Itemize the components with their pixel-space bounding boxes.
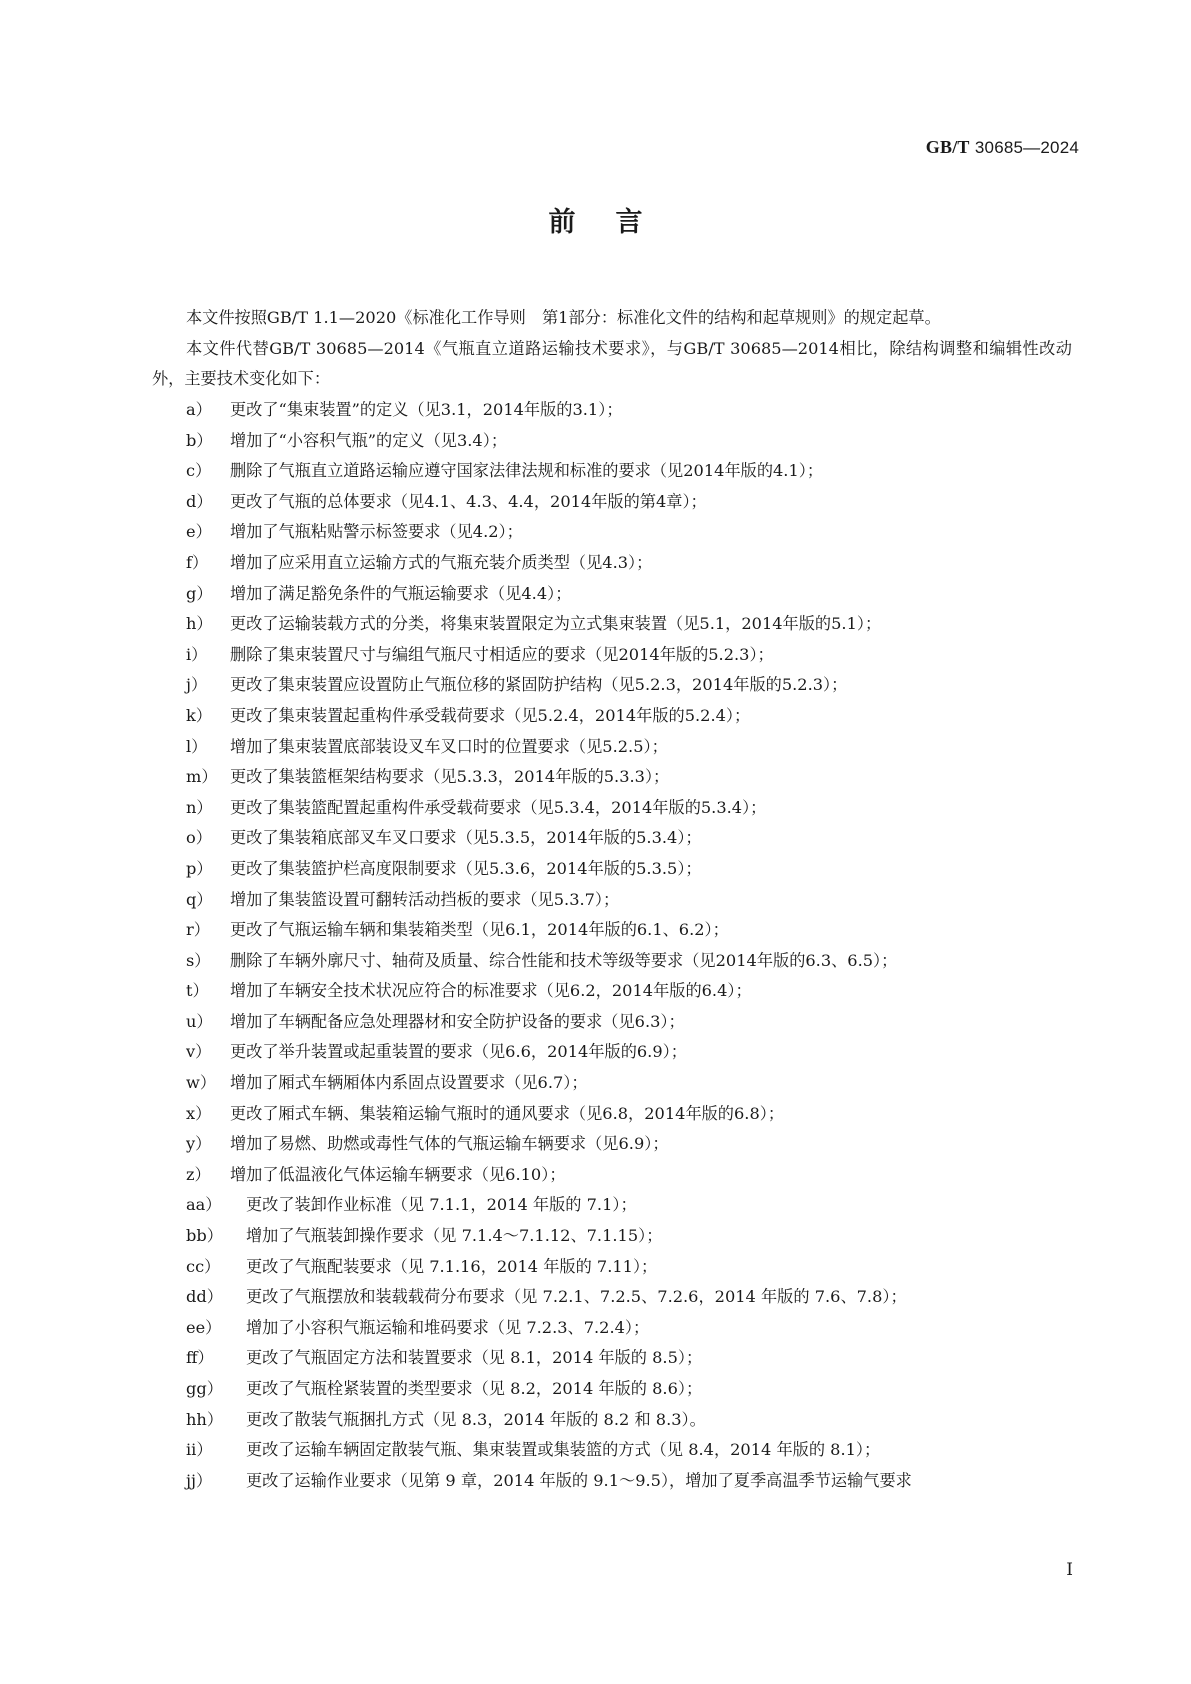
page-title: 前言 xyxy=(548,207,683,238)
list-item-label: gg） xyxy=(186,1379,223,1398)
list-item-text: 删除了气瓶直立道路运输应遵守国家法律法规和标准的要求（见2014年版的4.1）； xyxy=(230,461,824,481)
list-item-text: 更改了集束装置应设置防止气瓶位移的紧固防护结构（见5.2.3，2014年版的5.2.3）； xyxy=(230,675,848,695)
list-item xyxy=(152,976,1072,1007)
list-item xyxy=(152,1466,1072,1497)
list-item-text: 增加了车辆配备应急处理器材和安全防护设备的要求（见6.3）； xyxy=(230,1011,685,1031)
list-item-label: ff） xyxy=(186,1348,214,1368)
list-item-label: b） xyxy=(186,430,213,450)
list-item-label: x） xyxy=(186,1103,212,1123)
list-item-text: 增加了低温液化气体运输车辆要求（见6.10）； xyxy=(230,1164,566,1184)
list-item xyxy=(152,609,1072,640)
list-item xyxy=(152,793,1072,824)
list-item-label: cc） xyxy=(186,1256,221,1276)
list-item xyxy=(152,1007,1072,1038)
list-item xyxy=(152,1221,1072,1252)
list-item xyxy=(152,1405,1072,1436)
list-item-label: dd） xyxy=(186,1287,223,1307)
list-item-text: 更改了运输作业要求（见第 9 章，2014 年版的 9.1～9.5），增加了夏季高温季节运输气要求 xyxy=(246,1470,912,1490)
list-item xyxy=(152,854,1072,885)
list-item-text: 增加了易燃、助燃或毒性气体的气瓶运输车辆要求（见6.9）； xyxy=(230,1134,669,1154)
list-item-text: 增加了应采用直立运输方式的气瓶充装介质类型（见4.3）； xyxy=(230,552,653,572)
list-item-text: 更改了气瓶的总体要求（见4.1、4.3、4.4，2014年版的第4章）； xyxy=(230,491,707,511)
list-item-text: 删除了集束装置尺寸与编组气瓶尺寸相适应的要求（见2014年版的5.2.3）； xyxy=(230,644,774,664)
list-item xyxy=(152,1037,1072,1068)
list-item xyxy=(152,946,1072,977)
list-item-text: 更改了集装篮框架结构要求（见5.3.3，2014年版的5.3.3）； xyxy=(230,767,670,787)
list-item-label: w） xyxy=(186,1073,217,1093)
list-item xyxy=(152,1252,1072,1283)
list-item-label: n） xyxy=(186,797,213,817)
list-item-label: a） xyxy=(186,400,212,419)
page-number: I xyxy=(1066,1560,1073,1580)
list-item xyxy=(152,1160,1072,1191)
list-item xyxy=(152,823,1072,854)
list-item-text: 更改了气瓶配装要求（见 7.1.16，2014 年版的 7.11）； xyxy=(246,1256,658,1276)
list-item xyxy=(152,915,1072,946)
list-item-label: g） xyxy=(186,583,213,603)
list-item xyxy=(152,548,1072,579)
list-item-label: i） xyxy=(186,644,208,664)
list-item-text: 更改了厢式车辆、集装箱运输气瓶时的通风要求（见6.8，2014年版的6.8）； xyxy=(230,1103,785,1123)
list-item-label: o） xyxy=(186,828,212,848)
technical-changes-list xyxy=(152,395,1072,1496)
list-item-text: 增加了满足豁免条件的气瓶运输要求（见4.4）； xyxy=(230,583,572,603)
list-item-label: q） xyxy=(186,889,213,909)
list-item xyxy=(152,640,1072,671)
list-item xyxy=(152,487,1072,518)
standard-code xyxy=(926,137,1079,158)
list-item-text: 增加了集装篮设置可翻转活动挡板的要求（见5.3.7）； xyxy=(230,889,620,909)
list-item xyxy=(152,670,1072,701)
standard-number: 30685—2024 xyxy=(974,138,1079,157)
list-item-label: j） xyxy=(186,675,208,695)
list-item-label: e） xyxy=(186,522,212,542)
list-item-text: 更改了集束装置起重构件承受载荷要求（见5.2.4，2014年版的5.2.4）； xyxy=(230,705,751,725)
list-item-label: bb） xyxy=(186,1226,223,1246)
list-item-label: s） xyxy=(186,950,211,970)
list-item-label: l） xyxy=(186,736,208,756)
list-item xyxy=(152,885,1072,916)
list-item-text: 更改了集装篮配置起重构件承受载荷要求（见5.3.4，2014年版的5.3.4）； xyxy=(230,797,767,817)
list-item xyxy=(152,1435,1072,1466)
list-item-label: k） xyxy=(186,705,212,725)
paragraph-drafting-rules: 本文件按照GB/T 1.1—2020《标准化工作导则 第1部分：标准化文件的结构和起草规则》的规定起草。 xyxy=(186,308,941,327)
list-item xyxy=(152,1282,1072,1313)
list-item-text: 更改了举升装置或起重装置的要求（见6.6，2014年版的6.9）； xyxy=(230,1042,687,1062)
list-item-label: ee） xyxy=(186,1317,222,1337)
list-item xyxy=(152,1068,1072,1099)
list-item-label: p） xyxy=(186,858,213,878)
list-item xyxy=(152,456,1072,487)
list-item-text: 删除了车辆外廓尺寸、轴荷及质量、综合性能和技术等级等要求（见2014年版的6.3、6.5）； xyxy=(230,950,898,970)
list-item-label: f） xyxy=(186,552,209,572)
paragraph-replacement-note: 本文件代替GB/T 30685—2014《气瓶直立道路运输技术要求》，与GB/T 30685—2014相比，除结构调整和编辑性改动外，主要技术变化如下： xyxy=(152,339,1072,388)
list-item-text: 增加了车辆安全技术状况应符合的标准要求（见6.2，2014年版的6.4）； xyxy=(230,981,752,1001)
list-item-label: r） xyxy=(186,920,210,940)
list-item xyxy=(152,701,1072,732)
document-body xyxy=(152,303,1072,1496)
list-item-label: ii） xyxy=(186,1440,213,1460)
list-item xyxy=(152,732,1072,763)
list-item-label: jj） xyxy=(186,1470,213,1490)
list-item-text: 更改了运输车辆固定散装气瓶、集束装置或集装篮的方式（见 8.4，2014 年版的 8.1）； xyxy=(246,1440,881,1460)
list-item-label: y） xyxy=(186,1134,212,1154)
list-item-label: hh） xyxy=(186,1409,224,1429)
list-item xyxy=(152,1099,1072,1130)
list-item-label: v） xyxy=(186,1042,212,1062)
list-item-text: 增加了小容积气瓶运输和堆码要求（见 7.2.3、7.2.4）； xyxy=(246,1317,650,1337)
list-item xyxy=(152,1343,1072,1374)
list-item xyxy=(152,1129,1072,1160)
list-item xyxy=(152,1313,1072,1344)
list-item-label: h） xyxy=(186,614,213,634)
list-item-label: c） xyxy=(186,461,212,481)
standard-prefix: GB/T xyxy=(925,137,970,157)
list-item-text: 更改了集装箱底部叉车叉口要求（见5.3.5，2014年版的5.3.4）； xyxy=(230,828,702,848)
list-item-text: 更改了气瓶摆放和装载载荷分布要求（见 7.2.1、7.2.5、7.2.6，2014 年版的 7.6、7.8）； xyxy=(246,1287,907,1307)
list-item-text: 更改了散装气瓶捆扎方式（见 8.3，2014 年版的 8.2 和 8.3）。 xyxy=(246,1409,706,1429)
list-item-text: 更改了运输装载方式的分类，将集束装置限定为立式集束装置（见5.1，2014年版的5.1）； xyxy=(230,614,882,634)
list-item-text: 更改了气瓶固定方法和装置要求（见 8.1，2014 年版的 8.5）； xyxy=(246,1348,703,1368)
list-item-text: 增加了厢式车辆厢体内系固点设置要求（见6.7）； xyxy=(230,1073,588,1093)
list-item-label: u） xyxy=(186,1011,213,1031)
list-item xyxy=(152,579,1072,610)
list-item-text: 增加了“小容积气瓶”的定义（见3.4）； xyxy=(230,430,508,450)
list-item xyxy=(152,762,1072,793)
list-item-label: m） xyxy=(186,767,218,787)
list-item xyxy=(152,517,1072,548)
list-item-text: 更改了“集束装置”的定义（见3.1，2014年版的3.1）； xyxy=(230,400,623,419)
list-item xyxy=(152,426,1072,457)
list-item-text: 更改了气瓶栓紧装置的类型要求（见 8.2，2014 年版的 8.6）； xyxy=(246,1379,703,1398)
list-item xyxy=(152,395,1072,426)
list-item-label: d） xyxy=(186,491,213,511)
list-item-text: 增加了气瓶粘贴警示标签要求（见4.2）； xyxy=(230,522,523,542)
list-item-label: t） xyxy=(186,981,209,1001)
list-item-label: aa） xyxy=(186,1195,222,1215)
list-item xyxy=(152,1374,1072,1405)
list-item-text: 增加了气瓶装卸操作要求（见 7.1.4～7.1.12、7.1.15）； xyxy=(246,1226,663,1246)
list-item-label: z） xyxy=(186,1164,211,1184)
list-item xyxy=(152,1190,1072,1221)
list-item-text: 增加了集束装置底部装设叉车叉口时的位置要求（见5.2.5）； xyxy=(230,736,668,756)
list-item-text: 更改了集装篮护栏高度限制要求（见5.3.6，2014年版的5.3.5）； xyxy=(230,858,702,878)
list-item-text: 更改了装卸作业标准（见 7.1.1，2014 年版的 7.1）； xyxy=(246,1195,637,1215)
list-item-text: 更改了气瓶运输车辆和集装箱类型（见6.1，2014年版的6.1、6.2）； xyxy=(230,920,729,940)
